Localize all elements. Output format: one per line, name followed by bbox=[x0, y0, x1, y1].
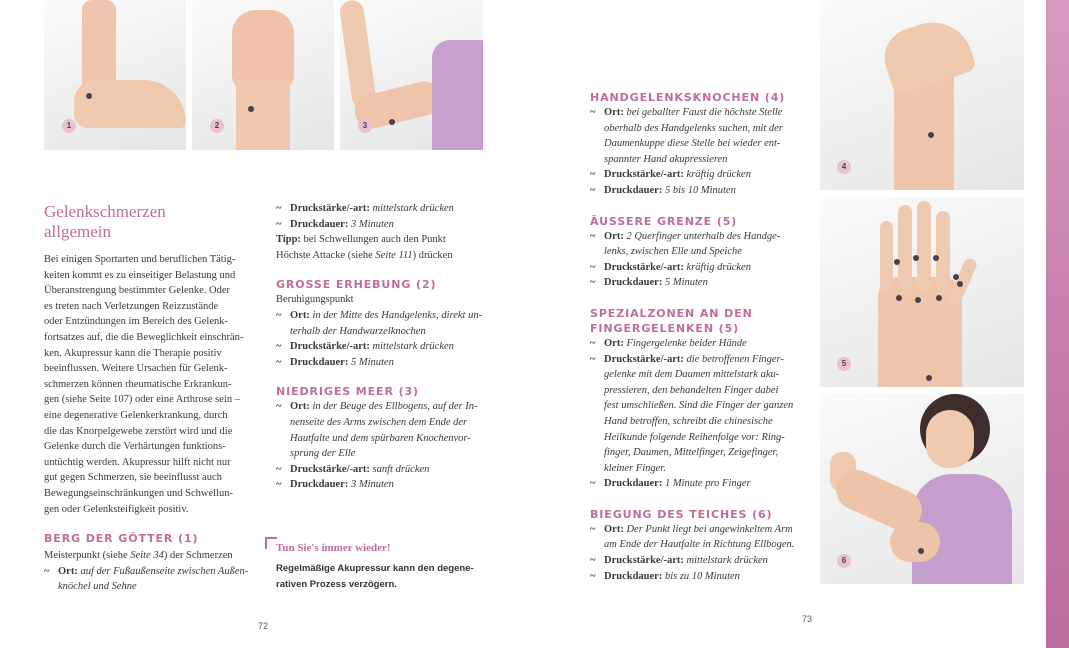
acupoint-dot bbox=[926, 375, 932, 381]
list-item-druck: ~ Druckstärke/-art: mittelstark drücken bbox=[276, 341, 454, 353]
acupoint-dot bbox=[918, 548, 924, 554]
tip-box-title: Tun Sie's immer wieder! bbox=[276, 542, 391, 554]
left-column-2 bbox=[276, 201, 488, 493]
list-item-druck: ~ Druckstärke/-art: kräftig drücken bbox=[590, 169, 751, 181]
photo-badge: 6 bbox=[837, 554, 851, 568]
page-edge-strip bbox=[1046, 0, 1069, 648]
section-title-handgelenk: HANDGELENKSKNOCHEN (4) bbox=[590, 91, 786, 104]
section-title-aeussere: ÄUSSERE GRENZE (5) bbox=[590, 214, 738, 228]
list-item-druck: ~ Druckstärke/-art: sanft drücken bbox=[276, 463, 430, 475]
intro-text: Bei einigen Sportarten und beruflichen Tätig- keiten kommt es zu einseitiger Belastung und Überanstrengung bestimmter Gelenke. Oder es treten nach Verletzungen Reizzustände oder Entzündungen im Bereich des Gelenk- fortsatzes auf, die die Beweglichkeit einschrän- ken. Akupressur kann die Therapie positiv beeinflussen. Weitere Ursachen für Gelenk- schmerzen können rheumatische Erkrankun- gen (siehe Seite 107) oder eine Arthrose sein – eine degenerative Gelenkerkrankung, durch die das Knorpelgewebe zerstört wird und die Gelenke durch die Verhärtungen funktions- untüchtig werden. Akupressur hilft nicht nur gut gegen Schmerzen, sie beeinflusst auch Bewegungseinschränkungen und Schwellun- gen oder Gelenksteifigkeit positiv. bbox=[44, 254, 244, 515]
acupoint-dot bbox=[957, 281, 963, 287]
list-item-druck: ~ Druckstärke/-art: die betroffenen Finger- gelenke mit dem Daumen mittelstark aku- pressieren, den behandelten Finger dabei fest umschließen. Sind die Finger der ganzen Hand betroffen, schreibt die chinesische Heilkunde folgende Reihenfolge vor: Ring- finger, Daumen, Mittelfinger, Zeigefinger, kleiner Finger. bbox=[590, 353, 794, 474]
photo-badge: 3 bbox=[358, 119, 372, 133]
photo-badge: 1 bbox=[62, 119, 76, 133]
corner-bracket-icon bbox=[265, 537, 277, 549]
photo-hand-back bbox=[820, 197, 1024, 387]
photo-hand-raised bbox=[820, 0, 1024, 190]
page-headline: Gelenkschmerzen allgemein bbox=[44, 202, 166, 241]
section-title-biegung: BIEGUNG DES TEICHES (6) bbox=[590, 507, 773, 521]
photo-badge: 2 bbox=[210, 119, 224, 133]
tipp-text: Tipp: bei Schwellungen auch den Punkt Höchste Attacke (siehe Seite 111) drücken bbox=[276, 234, 453, 261]
list-item-dauer: ~ Druckdauer: 5 Minuten bbox=[590, 277, 708, 289]
acupoint-dot bbox=[936, 295, 942, 301]
photo-badge: 4 bbox=[837, 160, 851, 174]
list-item-ort: ~ Ort: bei geballter Faust die höchste Stelle oberhalb des Handgelenks suchen, mit der Daumenkuppe diese Stelle bei wieder ent- spannter Hand akupressieren bbox=[590, 107, 783, 165]
acupoint-dot bbox=[913, 255, 919, 261]
acupoint-dot bbox=[953, 274, 959, 280]
list-item-dauer: ~ Druckdauer: 5 Minuten bbox=[276, 356, 394, 368]
acupoint-dot bbox=[928, 132, 934, 138]
tip-box-body: Regelmäßige Akupressur kann den degene- rativen Prozess verzögern. bbox=[276, 563, 474, 590]
acupoint-dot bbox=[915, 297, 921, 303]
photo-wrist-fist bbox=[192, 0, 334, 150]
list-item-dauer: ~ Druckdauer: 3 Minuten bbox=[276, 479, 394, 491]
list-item-ort: ~ Ort: Der Punkt liegt bei angewinkeltem Arm am Ende der Hautfalte in Richtung Ellbogen. bbox=[590, 523, 795, 551]
list-item-dauer: ~ Druckdauer: 3 Minuten bbox=[276, 218, 394, 230]
list-item-dauer: ~ Druckdauer: bis zu 10 Minuten bbox=[590, 570, 740, 582]
section-title-grosse: GROSSE ERHEBUNG (2) bbox=[276, 278, 437, 292]
list-item-dauer: ~ Druckdauer: 5 bis 10 Minuten bbox=[590, 184, 736, 196]
acupoint-dot bbox=[389, 119, 395, 125]
right-column bbox=[590, 90, 810, 584]
acupoint-dot bbox=[933, 255, 939, 261]
acupoint-dot bbox=[894, 259, 900, 265]
section-title-spezial: SPEZIALZONEN AN DEN FINGERGELENKEN (5) bbox=[590, 306, 753, 335]
photo-badge: 5 bbox=[837, 357, 851, 371]
section-subtitle: Beruhigungspunkt bbox=[276, 294, 354, 306]
list-item-druck: ~ Druckstärke/-art: mittelstark drücken bbox=[276, 203, 454, 214]
acupoint-dot bbox=[248, 106, 254, 112]
list-item-ort: ~ Ort: Fingergelenke beider Hände bbox=[590, 337, 747, 349]
acupoint-dot bbox=[896, 295, 902, 301]
photo-arm bbox=[340, 0, 483, 150]
tip-box bbox=[265, 537, 485, 593]
page-number-left: 72 bbox=[258, 621, 269, 631]
acupoint-dot bbox=[86, 93, 92, 99]
section-title-berg: BERG DER GÖTTER (1) bbox=[44, 532, 199, 546]
photo-woman-arm bbox=[820, 394, 1024, 584]
list-item-druck: ~ Druckstärke/-art: mittelstark drücken bbox=[590, 555, 768, 567]
section-subtitle: Meisterpunkt (siehe Seite 34) der Schmerzen bbox=[44, 550, 233, 562]
list-item-ort: ~ Ort: 2 Querfinger unterhalb des Handge- lenks, zwischen Elle und Speiche bbox=[590, 230, 781, 258]
left-column-1 bbox=[44, 202, 252, 595]
list-item-dauer: ~ Druckdauer: 1 Minute pro Finger bbox=[590, 478, 751, 490]
list-item-druck: ~ Druckstärke/-art: kräftig drücken bbox=[590, 261, 751, 273]
photo-foot bbox=[44, 0, 186, 150]
section-title-niedriges: NIEDRIGES MEER (3) bbox=[276, 385, 419, 399]
list-item-ort: ~ Ort: auf der Fußaußenseite zwischen Außen- knöchel und Sehne bbox=[44, 565, 249, 593]
list-item-ort: ~ Ort: in der Mitte des Handgelenks, direkt un- terhalb der Handwurzelknochen bbox=[276, 309, 483, 337]
list-item-ort: ~ Ort: in der Beuge des Ellbogens, auf der In- nenseite des Arms zwischen dem Ende der Hautfalte und dem spürbaren Knochenvor- sprung der Elle bbox=[276, 401, 478, 460]
page-number-right: 73 bbox=[802, 614, 813, 624]
